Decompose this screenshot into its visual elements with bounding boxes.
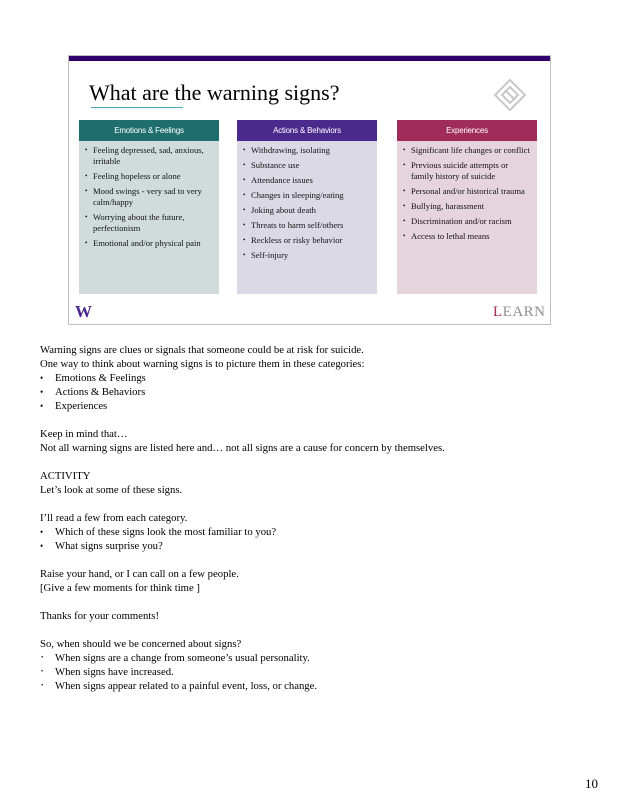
list-item: • Discrimination and/or racism (402, 216, 531, 227)
list-item: • Attendance issues (242, 175, 371, 186)
title-underline (91, 107, 183, 108)
column-actions-behaviors (237, 120, 377, 294)
page-number: 10 (585, 776, 598, 791)
list-item: • Mood swings - very sad to very calm/happy (84, 186, 213, 208)
notes-raise-line: Raise your hand, or I can call on a few people. (40, 568, 239, 580)
list-item: • Personal and/or historical trauma (402, 186, 531, 197)
list-item: • Changes in sleeping/eating (242, 190, 371, 201)
when-bullet: · When signs appear related to a painful event, loss, or change. (40, 679, 580, 693)
category-bullet: • Actions & Behaviors (40, 385, 580, 399)
column-header: Emotions & Feelings (79, 120, 219, 141)
list-item: • Substance use (242, 160, 371, 171)
notes-keep-heading: Keep in mind that… (40, 428, 128, 440)
list-item: • Joking about death (242, 205, 371, 216)
list-item: • Emotional and/or physical pain (84, 238, 213, 249)
column-header: Actions & Behaviors (237, 120, 377, 141)
category-bullet: • Emotions & Feelings (40, 371, 580, 385)
list-item: • Self-injury (242, 250, 371, 261)
notes-intro-line: Warning signs are clues or signals that someone could be at risk for suicide. (40, 344, 364, 356)
list-item: • Feeling hopeless or alone (84, 171, 213, 182)
category-bullet: • Experiences (40, 399, 580, 413)
diamond-logo-icon (493, 78, 527, 112)
list-item: • Bullying, harassment (402, 201, 531, 212)
list-item: • Previous suicide attempts or family history of suicide (402, 160, 531, 182)
notes-give-line: [Give a few moments for think time ] (40, 582, 200, 594)
list-item: • Feeling depressed, sad, anxious, irritable (84, 145, 213, 167)
question-bullet: • What signs surprise you? (40, 539, 580, 553)
uw-logo: W (75, 302, 91, 321)
list-item: • Access to lethal means (402, 231, 531, 242)
when-bullet: · When signs are a change from someone’s usual personality. (40, 651, 580, 665)
learn-logo (493, 304, 546, 321)
learn-logo-rest: EARN (502, 304, 546, 320)
notes-when-question: So, when should we be concerned about signs? (40, 638, 242, 650)
notes-intro-line: One way to think about warning signs is to picture them in these categories: (40, 358, 365, 370)
speaker-notes (40, 343, 580, 693)
activity-heading: ACTIVITY (40, 470, 91, 482)
list-item: • Worrying about the future, perfectionism (84, 212, 213, 234)
list-item: • Significant life changes or conflict (402, 145, 531, 156)
slide-thumbnail (68, 55, 551, 325)
column-header: Experiences (397, 120, 537, 141)
question-bullet: • Which of these signs look the most familiar to you? (40, 525, 580, 539)
learn-logo-initial: L (493, 304, 503, 320)
notes-keep-text: Not all warning signs are listed here and… not all signs are a cause for concern by themselves. (40, 442, 445, 454)
activity-text: Let’s look at some of these signs. (40, 484, 183, 496)
when-bullet: · When signs have increased. (40, 665, 580, 679)
list-item: • Reckless or risky behavior (242, 235, 371, 246)
slide-top-bar (69, 56, 550, 61)
list-item: • Withdrawing, isolating (242, 145, 371, 156)
column-emotions-feelings (79, 120, 219, 294)
notes-read-line: I’ll read a few from each category. (40, 512, 188, 524)
slide-title: What are the warning signs? (89, 80, 340, 105)
notes-thanks-line: Thanks for your comments! (40, 610, 160, 622)
list-item: • Threats to harm self/others (242, 220, 371, 231)
column-experiences (397, 120, 537, 294)
